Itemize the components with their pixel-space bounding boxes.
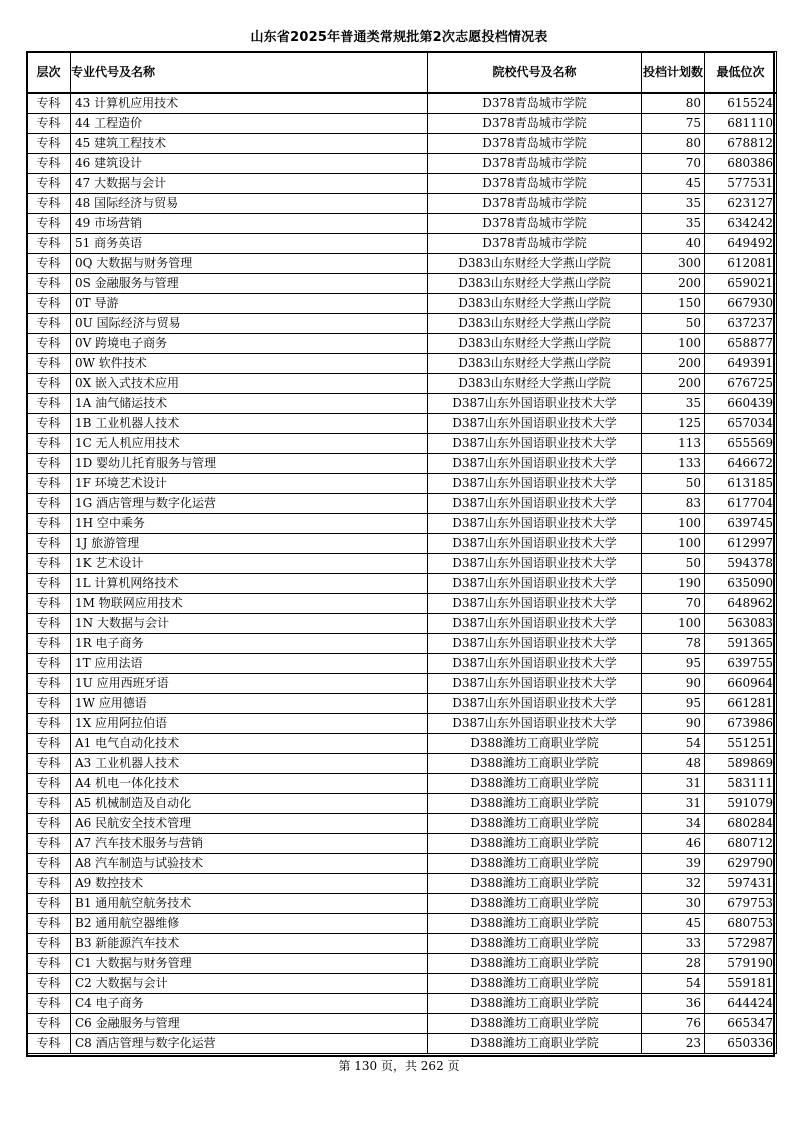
cell-level: 专科 [27, 814, 71, 834]
table-row [27, 254, 777, 274]
table-row [27, 1034, 777, 1054]
cell-level: 专科 [27, 334, 71, 354]
cell-level: 专科 [27, 874, 71, 894]
cell-plan: 200 [642, 274, 705, 294]
cell-school: D387山东外国语职业技术大学 [428, 694, 642, 714]
cell-plan: 46 [642, 834, 705, 854]
cell-school: D388潍坊工商职业学院 [428, 954, 642, 974]
cell-major: 1U 应用西班牙语 [71, 674, 428, 694]
cell-school: D378青岛城市学院 [428, 214, 642, 234]
table-row [27, 134, 777, 154]
table-row [27, 294, 777, 314]
cell-level: 专科 [27, 454, 71, 474]
cell-school: D387山东外国语职业技术大学 [428, 434, 642, 454]
table-row [27, 734, 777, 754]
cell-min-rank: 635090 [705, 574, 777, 594]
table-row [27, 434, 777, 454]
cell-level: 专科 [27, 534, 71, 554]
cell-level: 专科 [27, 774, 71, 794]
cell-min-rank: 583111 [705, 774, 777, 794]
cell-min-rank: 551251 [705, 734, 777, 754]
table-row [27, 554, 777, 574]
cell-plan: 39 [642, 854, 705, 874]
cell-major: A7 汽车技术服务与营销 [71, 834, 428, 854]
cell-plan: 200 [642, 354, 705, 374]
cell-school: D387山东外国语职业技术大学 [428, 614, 642, 634]
cell-plan: 28 [642, 954, 705, 974]
cell-school: D388潍坊工商职业学院 [428, 994, 642, 1014]
cell-school: D383山东财经大学燕山学院 [428, 274, 642, 294]
cell-level: 专科 [27, 254, 71, 274]
table-row [27, 334, 777, 354]
cell-plan: 95 [642, 654, 705, 674]
cell-major: 0S 金融服务与管理 [71, 274, 428, 294]
table-row [27, 394, 777, 414]
table-row [27, 414, 777, 434]
cell-major: 1K 艺术设计 [71, 554, 428, 574]
cell-min-rank: 661281 [705, 694, 777, 714]
page-title: 山东省2025年普通类常规批第2次志愿投档情况表 [250, 30, 548, 45]
table-row [27, 214, 777, 234]
cell-plan: 45 [642, 914, 705, 934]
cell-min-rank: 637237 [705, 314, 777, 334]
cell-plan: 100 [642, 334, 705, 354]
cell-school: D388潍坊工商职业学院 [428, 1034, 642, 1054]
table-row [27, 354, 777, 374]
table-row [27, 774, 777, 794]
cell-level: 专科 [27, 134, 71, 154]
cell-major: 0U 国际经济与贸易 [71, 314, 428, 334]
cell-level: 专科 [27, 554, 71, 574]
cell-major: A9 数控技术 [71, 874, 428, 894]
cell-level: 专科 [27, 934, 71, 954]
cell-school: D383山东财经大学燕山学院 [428, 354, 642, 374]
cell-major: 1F 环境艺术设计 [71, 474, 428, 494]
cell-level: 专科 [27, 294, 71, 314]
cell-level: 专科 [27, 234, 71, 254]
cell-major: 1D 婴幼儿托育服务与管理 [71, 454, 428, 474]
table-row [27, 154, 777, 174]
cell-min-rank: 681110 [705, 114, 777, 134]
cell-level: 专科 [27, 854, 71, 874]
cell-min-rank: 665347 [705, 1014, 777, 1034]
cell-min-rank: 577531 [705, 174, 777, 194]
cell-min-rank: 650336 [705, 1034, 777, 1054]
cell-school: D388潍坊工商职业学院 [428, 734, 642, 754]
cell-min-rank: 591079 [705, 794, 777, 814]
cell-school: D387山东外国语职业技术大学 [428, 454, 642, 474]
cell-min-rank: 646672 [705, 454, 777, 474]
cell-plan: 54 [642, 734, 705, 754]
cell-major: 1G 酒店管理与数字化运营 [71, 494, 428, 514]
table-row [27, 934, 777, 954]
cell-min-rank: 673986 [705, 714, 777, 734]
cell-min-rank: 644424 [705, 994, 777, 1014]
cell-min-rank: 660439 [705, 394, 777, 414]
cell-school: D387山东外国语职业技术大学 [428, 714, 642, 734]
cell-level: 专科 [27, 694, 71, 714]
cell-major: C4 电子商务 [71, 994, 428, 1014]
cell-major: 1J 旅游管理 [71, 534, 428, 554]
cell-min-rank: 563083 [705, 614, 777, 634]
cell-major: B2 通用航空器维修 [71, 914, 428, 934]
table-row [27, 974, 777, 994]
cell-school: D378青岛城市学院 [428, 154, 642, 174]
cell-plan: 75 [642, 114, 705, 134]
cell-level: 专科 [27, 714, 71, 734]
cell-major: 1A 油气储运技术 [71, 394, 428, 414]
cell-min-rank: 678812 [705, 134, 777, 154]
cell-school: D378青岛城市学院 [428, 93, 642, 114]
cell-min-rank: 679753 [705, 894, 777, 914]
cell-plan: 190 [642, 574, 705, 594]
header-min-rank: 最低位次 [705, 52, 777, 94]
cell-min-rank: 667930 [705, 294, 777, 314]
cell-major: C1 大数据与财务管理 [71, 954, 428, 974]
cell-major: 48 国际经济与贸易 [71, 194, 428, 214]
cell-level: 专科 [27, 434, 71, 454]
cell-min-rank: 594378 [705, 554, 777, 574]
cell-school: D387山东外国语职业技术大学 [428, 574, 642, 594]
cell-school: D378青岛城市学院 [428, 234, 642, 254]
cell-min-rank: 658877 [705, 334, 777, 354]
cell-min-rank: 680712 [705, 834, 777, 854]
cell-level: 专科 [27, 674, 71, 694]
cell-major: C6 金融服务与管理 [71, 1014, 428, 1034]
cell-plan: 83 [642, 494, 705, 514]
cell-plan: 31 [642, 794, 705, 814]
cell-min-rank: 634242 [705, 214, 777, 234]
cell-major: 0T 导游 [71, 294, 428, 314]
table-row [27, 994, 777, 1014]
table-body [27, 93, 777, 1054]
cell-plan: 23 [642, 1034, 705, 1054]
table-row [27, 594, 777, 614]
admission-table [26, 51, 777, 1054]
table-row [27, 474, 777, 494]
cell-plan: 76 [642, 1014, 705, 1034]
table-row [27, 174, 777, 194]
cell-plan: 300 [642, 254, 705, 274]
cell-school: D388潍坊工商职业学院 [428, 754, 642, 774]
cell-school: D378青岛城市学院 [428, 114, 642, 134]
cell-min-rank: 613185 [705, 474, 777, 494]
cell-school: D388潍坊工商职业学院 [428, 834, 642, 854]
table-row [27, 654, 777, 674]
cell-level: 专科 [27, 414, 71, 434]
cell-school: D387山东外国语职业技术大学 [428, 554, 642, 574]
cell-major: 0X 嵌入式技术应用 [71, 374, 428, 394]
cell-plan: 34 [642, 814, 705, 834]
table-row [27, 454, 777, 474]
table-row [27, 574, 777, 594]
cell-school: D387山东外国语职业技术大学 [428, 514, 642, 534]
cell-plan: 78 [642, 634, 705, 654]
cell-major: 44 工程造价 [71, 114, 428, 134]
cell-school: D388潍坊工商职业学院 [428, 974, 642, 994]
cell-level: 专科 [27, 374, 71, 394]
cell-level: 专科 [27, 914, 71, 934]
cell-school: D388潍坊工商职业学院 [428, 934, 642, 954]
table-row [27, 634, 777, 654]
cell-min-rank: 597431 [705, 874, 777, 894]
cell-min-rank: 591365 [705, 634, 777, 654]
table-row [27, 1014, 777, 1034]
cell-min-rank: 648962 [705, 594, 777, 614]
cell-plan: 113 [642, 434, 705, 454]
cell-level: 专科 [27, 1034, 71, 1054]
table-row [27, 514, 777, 534]
table-row [27, 534, 777, 554]
cell-major: A1 电气自动化技术 [71, 734, 428, 754]
table-row [27, 894, 777, 914]
table-header-row [27, 52, 777, 94]
cell-school: D378青岛城市学院 [428, 134, 642, 154]
cell-level: 专科 [27, 754, 71, 774]
cell-school: D388潍坊工商职业学院 [428, 794, 642, 814]
cell-level: 专科 [27, 314, 71, 334]
cell-school: D383山东财经大学燕山学院 [428, 314, 642, 334]
cell-plan: 90 [642, 674, 705, 694]
table-row [27, 954, 777, 974]
cell-level: 专科 [27, 394, 71, 414]
cell-plan: 80 [642, 134, 705, 154]
cell-major: 1R 电子商务 [71, 634, 428, 654]
header-school: 院校代号及名称 [428, 52, 642, 94]
cell-level: 专科 [27, 494, 71, 514]
cell-plan: 95 [642, 694, 705, 714]
cell-major: A5 机械制造及自动化 [71, 794, 428, 814]
cell-min-rank: 659021 [705, 274, 777, 294]
cell-plan: 100 [642, 534, 705, 554]
cell-level: 专科 [27, 994, 71, 1014]
cell-level: 专科 [27, 174, 71, 194]
cell-school: D387山东外国语职业技术大学 [428, 534, 642, 554]
cell-school: D387山东外国语职业技术大学 [428, 594, 642, 614]
cell-major: B1 通用航空航务技术 [71, 894, 428, 914]
cell-school: D387山东外国语职业技术大学 [428, 634, 642, 654]
cell-school: D387山东外国语职业技术大学 [428, 654, 642, 674]
table-row [27, 114, 777, 134]
table-row [27, 93, 777, 114]
cell-plan: 100 [642, 614, 705, 634]
cell-major: A8 汽车制造与试验技术 [71, 854, 428, 874]
cell-major: 51 商务英语 [71, 234, 428, 254]
cell-plan: 90 [642, 714, 705, 734]
cell-min-rank: 615524 [705, 93, 777, 114]
cell-major: A3 工业机器人技术 [71, 754, 428, 774]
cell-plan: 33 [642, 934, 705, 954]
cell-min-rank: 660964 [705, 674, 777, 694]
table-row [27, 194, 777, 214]
cell-major: 1X 应用阿拉伯语 [71, 714, 428, 734]
cell-major: 0V 跨境电子商务 [71, 334, 428, 354]
cell-level: 专科 [27, 734, 71, 754]
cell-min-rank: 629790 [705, 854, 777, 874]
cell-major: 1C 无人机应用技术 [71, 434, 428, 454]
cell-major: 43 计算机应用技术 [71, 93, 428, 114]
cell-major: 1H 空中乘务 [71, 514, 428, 534]
table-row [27, 754, 777, 774]
cell-plan: 150 [642, 294, 705, 314]
cell-school: D387山东外国语职业技术大学 [428, 674, 642, 694]
cell-plan: 133 [642, 454, 705, 474]
cell-plan: 35 [642, 214, 705, 234]
cell-level: 专科 [27, 614, 71, 634]
cell-major: C8 酒店管理与数字化运营 [71, 1034, 428, 1054]
cell-level: 专科 [27, 354, 71, 374]
cell-min-rank: 649391 [705, 354, 777, 374]
cell-plan: 200 [642, 374, 705, 394]
cell-plan: 40 [642, 234, 705, 254]
cell-major: 0Q 大数据与财务管理 [71, 254, 428, 274]
cell-min-rank: 657034 [705, 414, 777, 434]
cell-plan: 35 [642, 394, 705, 414]
table-row [27, 814, 777, 834]
cell-school: D388潍坊工商职业学院 [428, 874, 642, 894]
cell-school: D388潍坊工商职业学院 [428, 914, 642, 934]
table-row [27, 834, 777, 854]
cell-level: 专科 [27, 514, 71, 534]
cell-major: 1W 应用德语 [71, 694, 428, 714]
cell-major: A4 机电一体化技术 [71, 774, 428, 794]
cell-plan: 50 [642, 314, 705, 334]
cell-level: 专科 [27, 954, 71, 974]
cell-major: C2 大数据与会计 [71, 974, 428, 994]
cell-major: 1M 物联网应用技术 [71, 594, 428, 614]
table-row [27, 674, 777, 694]
cell-min-rank: 612997 [705, 534, 777, 554]
table-row [27, 274, 777, 294]
cell-min-rank: 559181 [705, 974, 777, 994]
cell-level: 专科 [27, 114, 71, 134]
cell-min-rank: 655569 [705, 434, 777, 454]
table-row [27, 314, 777, 334]
cell-level: 专科 [27, 654, 71, 674]
cell-plan: 48 [642, 754, 705, 774]
cell-school: D388潍坊工商职业学院 [428, 1014, 642, 1034]
cell-level: 专科 [27, 834, 71, 854]
page-number: 第 130 页，共 262 页 [338, 1059, 460, 1073]
table-row [27, 374, 777, 394]
table-row [27, 794, 777, 814]
cell-school: D387山东外国语职业技术大学 [428, 494, 642, 514]
cell-level: 专科 [27, 594, 71, 614]
cell-plan: 31 [642, 774, 705, 794]
cell-school: D388潍坊工商职业学院 [428, 814, 642, 834]
cell-min-rank: 589869 [705, 754, 777, 774]
table-row [27, 874, 777, 894]
cell-school: D387山东外国语职业技术大学 [428, 394, 642, 414]
cell-min-rank: 639755 [705, 654, 777, 674]
header-major: 专业代号及名称 [71, 52, 428, 94]
cell-min-rank: 639745 [705, 514, 777, 534]
cell-major: 1B 工业机器人技术 [71, 414, 428, 434]
cell-min-rank: 579190 [705, 954, 777, 974]
cell-major: 45 建筑工程技术 [71, 134, 428, 154]
table-row [27, 914, 777, 934]
cell-major: 0W 软件技术 [71, 354, 428, 374]
cell-major: 47 大数据与会计 [71, 174, 428, 194]
table-row [27, 714, 777, 734]
cell-major: 1T 应用法语 [71, 654, 428, 674]
cell-plan: 32 [642, 874, 705, 894]
cell-level: 专科 [27, 214, 71, 234]
cell-major: A6 民航安全技术管理 [71, 814, 428, 834]
cell-school: D387山东外国语职业技术大学 [428, 474, 642, 494]
cell-min-rank: 649492 [705, 234, 777, 254]
table-row [27, 694, 777, 714]
cell-level: 专科 [27, 634, 71, 654]
cell-level: 专科 [27, 274, 71, 294]
cell-school: D388潍坊工商职业学院 [428, 894, 642, 914]
cell-min-rank: 680386 [705, 154, 777, 174]
cell-level: 专科 [27, 574, 71, 594]
header-plan: 投档计划数 [642, 52, 705, 94]
cell-major: B3 新能源汽车技术 [71, 934, 428, 954]
cell-major: 46 建筑设计 [71, 154, 428, 174]
cell-plan: 70 [642, 154, 705, 174]
cell-level: 专科 [27, 894, 71, 914]
cell-school: D383山东财经大学燕山学院 [428, 334, 642, 354]
cell-plan: 30 [642, 894, 705, 914]
cell-school: D383山东财经大学燕山学院 [428, 294, 642, 314]
header-level: 层次 [27, 52, 71, 94]
cell-school: D387山东外国语职业技术大学 [428, 414, 642, 434]
cell-min-rank: 623127 [705, 194, 777, 214]
cell-plan: 70 [642, 594, 705, 614]
cell-plan: 100 [642, 514, 705, 534]
cell-level: 专科 [27, 474, 71, 494]
table-row [27, 494, 777, 514]
cell-school: D378青岛城市学院 [428, 174, 642, 194]
cell-school: D378青岛城市学院 [428, 194, 642, 214]
cell-school: D388潍坊工商职业学院 [428, 854, 642, 874]
cell-school: D383山东财经大学燕山学院 [428, 374, 642, 394]
cell-level: 专科 [27, 93, 71, 114]
cell-plan: 45 [642, 174, 705, 194]
table-row [27, 234, 777, 254]
cell-level: 专科 [27, 794, 71, 814]
cell-plan: 80 [642, 93, 705, 114]
cell-level: 专科 [27, 154, 71, 174]
cell-major: 1L 计算机网络技术 [71, 574, 428, 594]
cell-min-rank: 612081 [705, 254, 777, 274]
cell-min-rank: 680284 [705, 814, 777, 834]
cell-plan: 125 [642, 414, 705, 434]
table-row [27, 614, 777, 634]
cell-plan: 35 [642, 194, 705, 214]
cell-major: 49 市场营销 [71, 214, 428, 234]
cell-plan: 36 [642, 994, 705, 1014]
cell-min-rank: 617704 [705, 494, 777, 514]
cell-min-rank: 572987 [705, 934, 777, 954]
cell-plan: 50 [642, 474, 705, 494]
cell-min-rank: 680753 [705, 914, 777, 934]
cell-school: D388潍坊工商职业学院 [428, 774, 642, 794]
cell-plan: 50 [642, 554, 705, 574]
cell-level: 专科 [27, 1014, 71, 1034]
cell-school: D383山东财经大学燕山学院 [428, 254, 642, 274]
table-row [27, 854, 777, 874]
cell-level: 专科 [27, 974, 71, 994]
cell-min-rank: 676725 [705, 374, 777, 394]
cell-plan: 54 [642, 974, 705, 994]
cell-major: 1N 大数据与会计 [71, 614, 428, 634]
cell-level: 专科 [27, 194, 71, 214]
